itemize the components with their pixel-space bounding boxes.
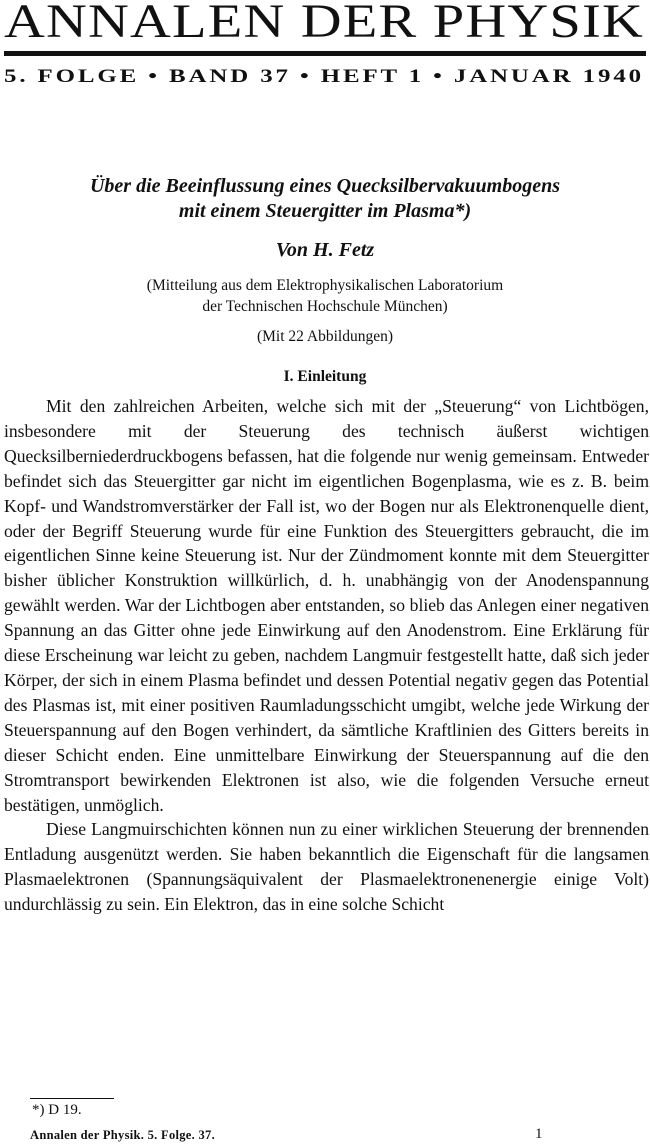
article-title-line-2: mit einem Steuergitter im Plasma*) bbox=[178, 200, 472, 222]
paragraph-2: Diese Langmuirschichten können nun zu einer wirklichen Steuerung der brennenden Entladung ausgenützt werden. Sie haben bekanntlich die Eigenschaft für die langsamen Plasmaelektronen (Spannungsäquivalent der Plasmaelektronenenergie einige Volt) undurchlässig zu sein. Ein Elektron, das in eine solche Schicht bbox=[4, 819, 649, 915]
header-rule bbox=[4, 51, 646, 56]
footnote-rule bbox=[30, 1098, 114, 1099]
issue-line: 5. FOLGE • BAND 37 • HEFT 1 • JANUAR 1940 bbox=[4, 66, 644, 87]
page-number: 1 bbox=[535, 1126, 543, 1142]
affiliation-line-1: (Mitteilung aus dem Elektrophysikalischen Laboratorium bbox=[146, 277, 504, 294]
article-title bbox=[4, 174, 646, 224]
running-footer: Annalen der Physik. 5. Folge. 37. bbox=[30, 1128, 216, 1142]
article-title-line-1: Über die Beeinflussung eines Quecksilbervakuumbogens bbox=[89, 175, 561, 197]
body-text bbox=[4, 394, 649, 917]
section-heading: I. Einleitung bbox=[283, 368, 367, 385]
footnote: *) D 19. bbox=[32, 1102, 82, 1118]
figure-count: (Mit 22 Abbildungen) bbox=[256, 328, 394, 345]
affiliation-line-2: der Technischen Hochschule München) bbox=[202, 298, 448, 315]
journal-title: ANNALEN DER PHYSIK bbox=[4, 0, 644, 48]
paragraph-1: Mit den zahlreichen Arbeiten, welche sich mit der „Steuerung“ von Lichtbögen, insbesondere mit der Steuerung des technisch äußerst wichtigen Quecksilberniederdruckbogens befassen, hat die folgende nur wenig gemeinsam. Entweder befindet sich das Steuergitter gar nicht im eigentlichen Bogenplasma, wie es z. B. beim Kopf- und Wandstromverstärker der Fall ist, wo der Bogen nur als Elektronenquelle dient, oder der Begriff Steuerung wurde für eine Funktion des Steuergitters gebraucht, die im eigentlichen Sinne keine Steuerung ist. Nur der Zündmoment konnte mit dem Steuergitter bisher üblicher Konstruktion willkürlich, d. h. unabhängig von der Anodenspannung gewählt werden. War der Lichtbogen aber entstanden, so blieb das Anlegen einer negativen Spannung an das Gitter ohne jede Einwirkung auf den Anodenstrom. Eine Erklärung für diese Erscheinung war leicht zu geben, nachdem Langmuir festgestellt hatte, daß sich jeder Körper, der sich in einem Plasma befindet und dessen Potential negativ gegen das Potential des Plasmas ist, mit einer positiven Raumladungsschicht umgibt, welche jede Wirkung der Steuerspannung auf den Bogen verhindert, da sämtliche Kraftlinien des Gitters bereits in dieser Schicht enden. Eine unmittelbare Einwirkung der Steuerspannung auf die den Stromtransport bewirkenden Elektronen ist also, wie die folgenden Versuche erneut bestätigen, unmöglich. bbox=[4, 396, 649, 815]
article-author: Von H. Fetz bbox=[275, 239, 375, 261]
affiliation bbox=[4, 275, 646, 317]
